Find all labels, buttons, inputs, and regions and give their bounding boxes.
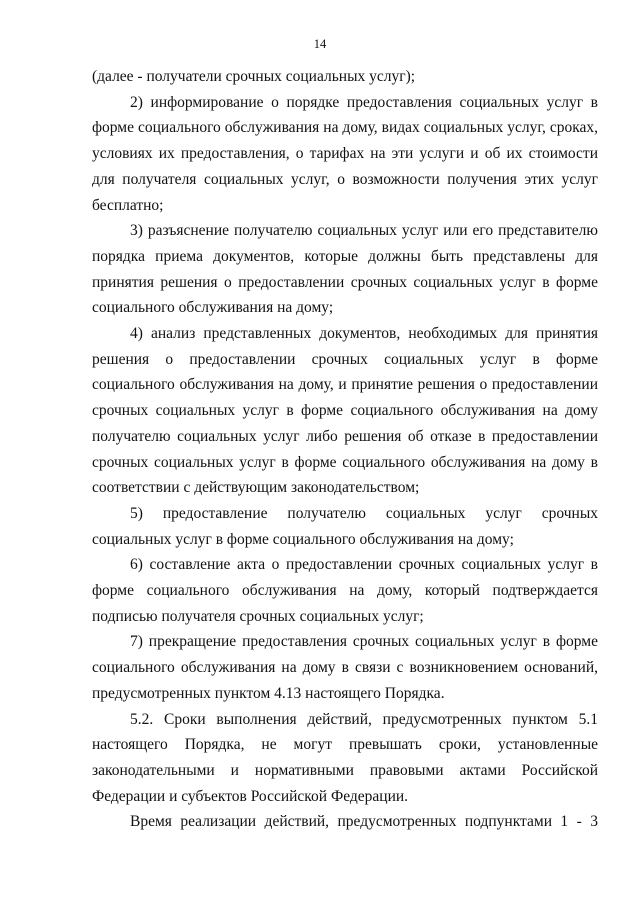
body-text [92, 64, 598, 835]
paragraph-item-7: 7) прекращение предоставления срочных социальных услуг в форме социального обслуживания на дому в связи с возникновением оснований, предусмотренных пунктом 4.13 настоящего Порядка. [92, 633, 598, 702]
paragraph-section-5-2: 5.2. Сроки выполнения действий, предусмотренных пунктом 5.1 настоящего Порядка, не могут превышать сроки, установленные законодательными и нормативными правовыми актами Российской Федерации и субъектов Российской Федерации. [92, 710, 598, 805]
paragraph-item-6: 6) составление акта о предоставлении срочных социальных услуг в форме социального обслуживания на дому, который подтверждается подписью получателя срочных социальных услуг; [92, 556, 598, 625]
page-number: 14 [313, 37, 327, 51]
paragraph-continuation: (далее - получатели срочных социальных услуг); [92, 68, 416, 85]
paragraph-item-2: 2) информирование о порядке предоставления социальных услуг в форме социального обслуживания на дому, видах социальных услуг, сроках, условиях их предоставления, о тарифах на эти услуги и об их стоимости для получателя социальных услуг, о возможности получения этих услуг бесплатно; [92, 93, 598, 214]
paragraph-item-3: 3) разъяснение получателю социальных услуг или его представителю порядка приема документов, которые должны быть представлены для принятия решения о предоставлении срочных социальных услуг в форме социального обслуживания на дому; [92, 222, 598, 317]
paragraph-item-5: 5) предоставление получателю социальных услуг срочных социальных услуг в форме социального обслуживания на дому; [92, 504, 598, 548]
paragraph-item-4: 4) анализ представленных документов, необходимых для принятия решения о предоставлении срочных социальных услуг в форме социального обслуживания на дому, и принятие решения о предоставлении срочных социальных услуг в форме социального обслуживания на дому получателю социальных услуг либо решения об отказе в предоставлении срочных социальных услуг в форме социального обслуживания на дому в соответствии с действующим законодательством; [92, 325, 598, 497]
paragraph-time-of-actions: Время реализации действий, предусмотренных подпунктами 1 - 3 [130, 813, 598, 831]
